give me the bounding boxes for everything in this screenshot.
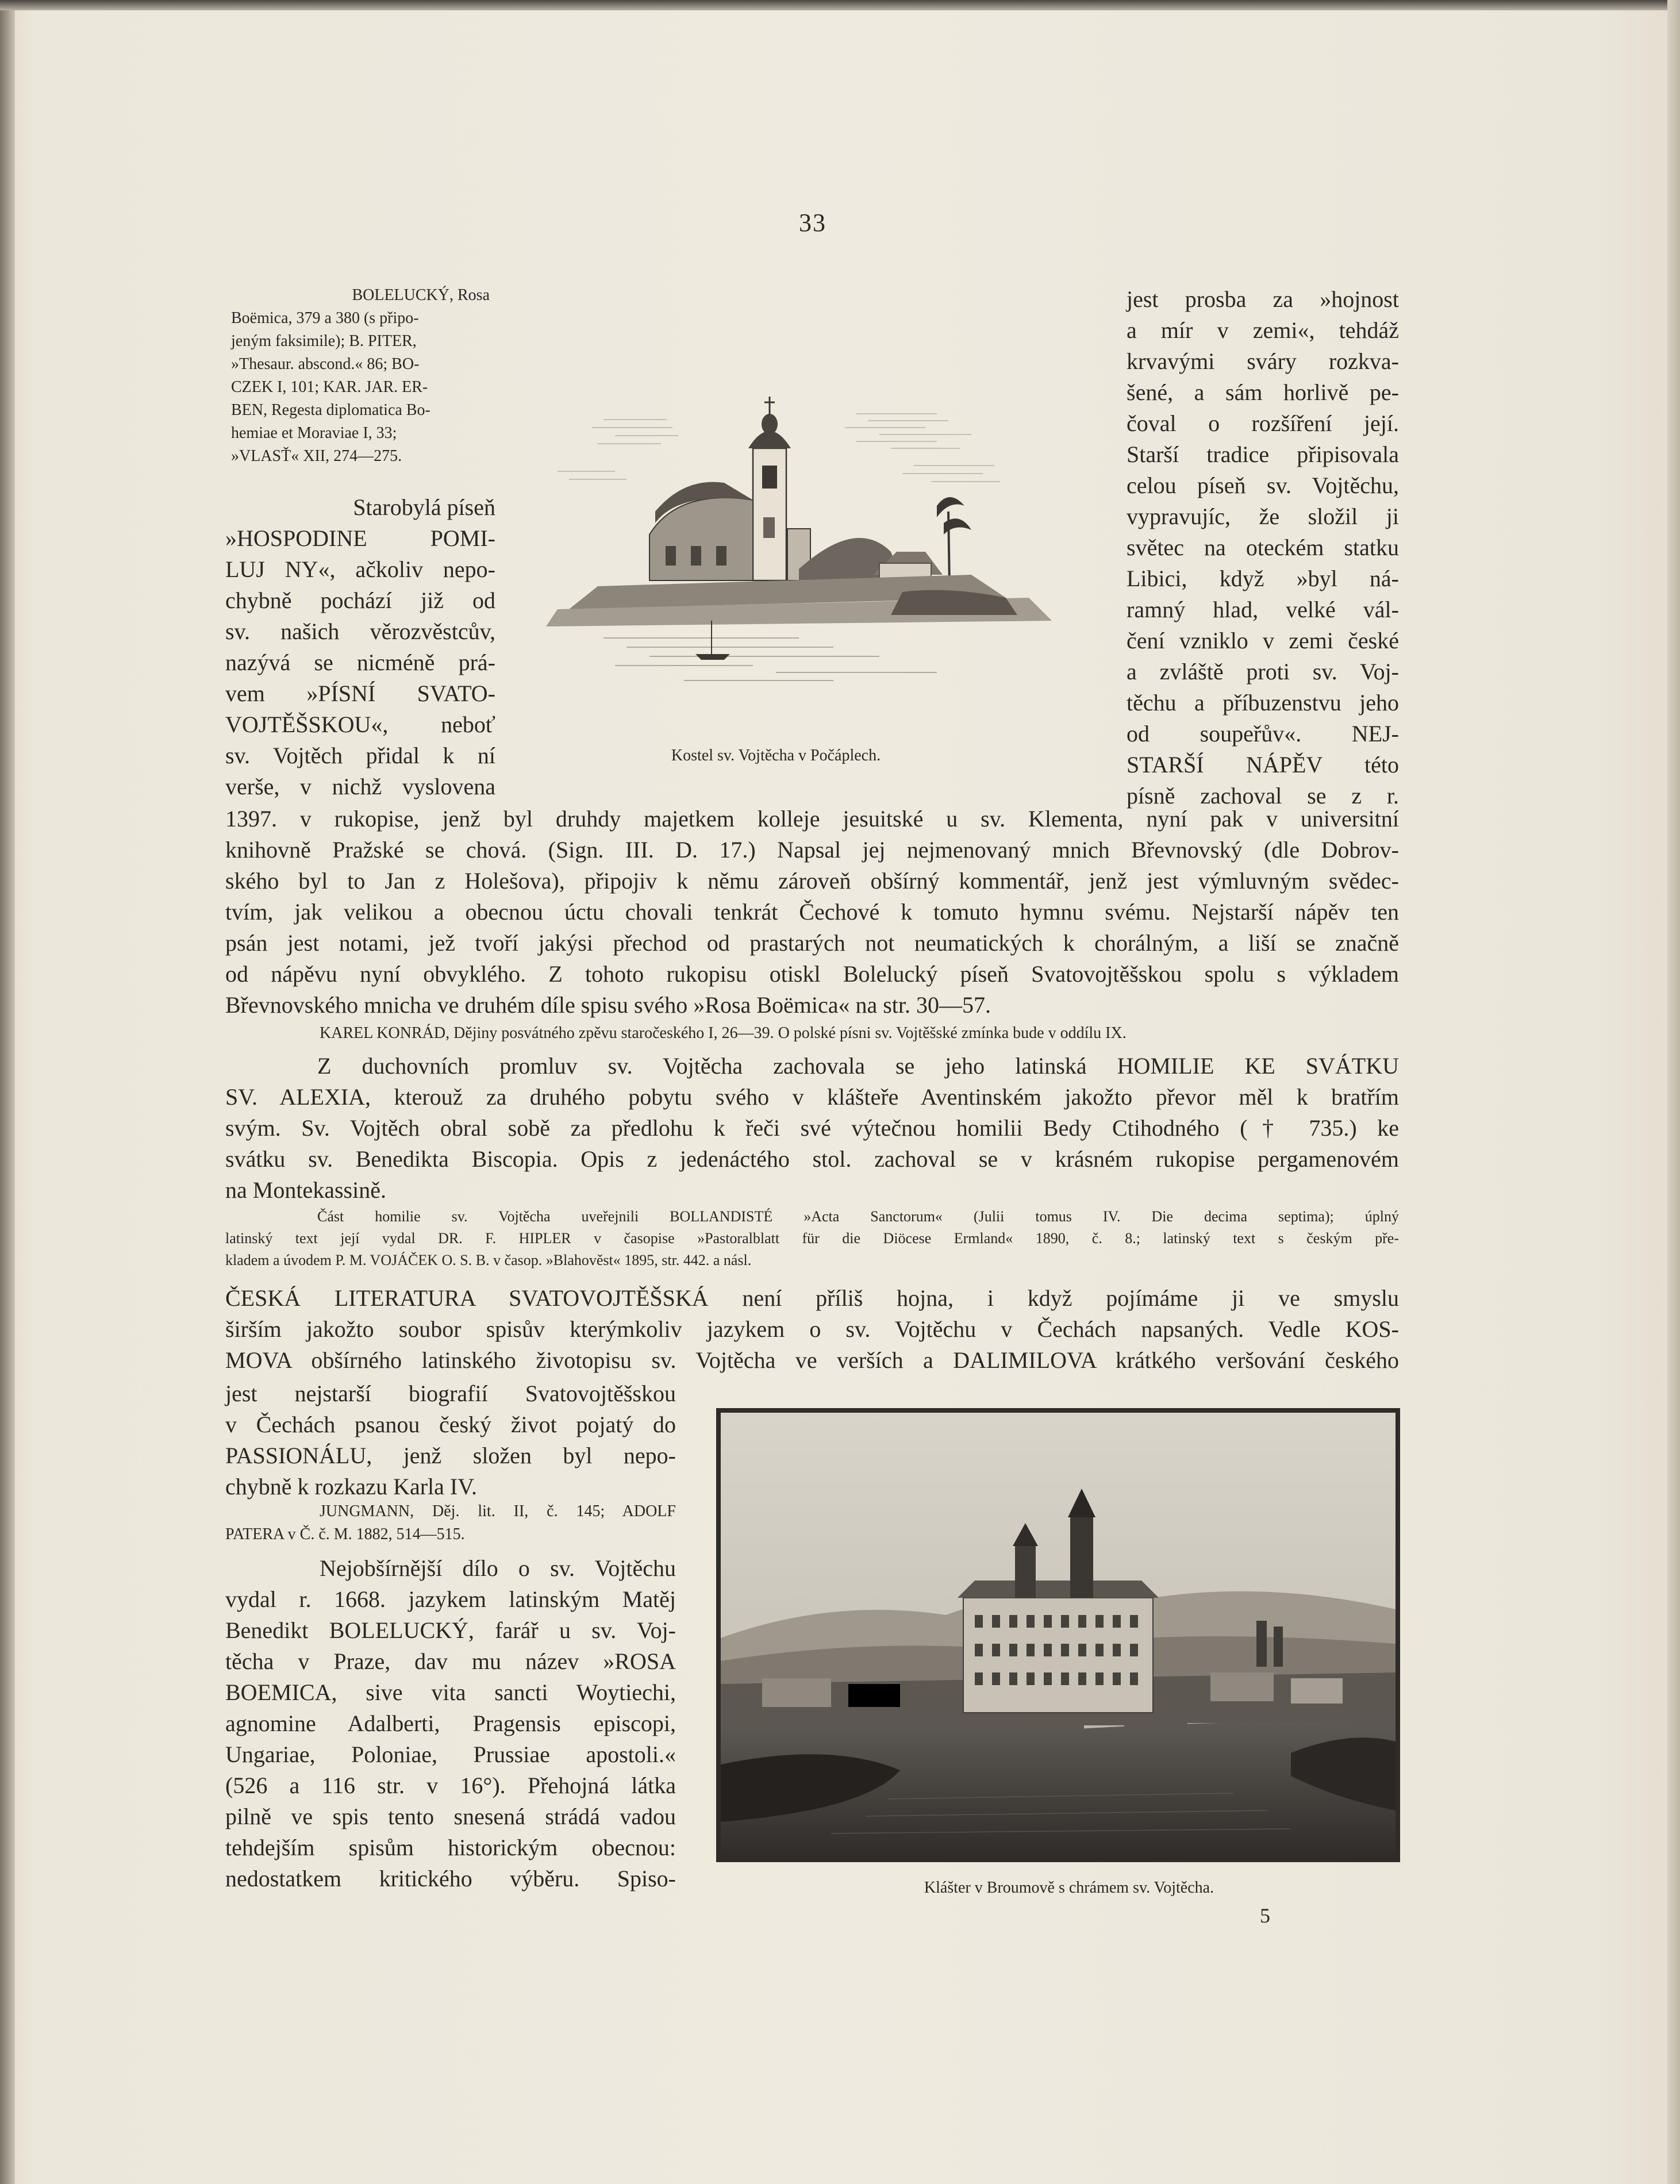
text-line: ramný hlad, velké vál-	[1127, 597, 1399, 622]
note-line: Část homilie sv. Vojtěcha uveřejnili BOLLANDISTÉ »Acta Sanctorum« (Julii tomus IV. Die decima septima); úplný	[317, 1208, 1399, 1225]
text-line: vem »PÍSNÍ SVATO-	[225, 680, 495, 706]
text-line: BOEMICA, sive vita sancti Woytiechi,	[225, 1679, 676, 1705]
text-line: Libici, když »byl ná-	[1127, 566, 1399, 591]
text-line: Břevnovského mnicha ve druhém díle spisu svého »Rosa Boëmica« na str. 30—57.	[225, 992, 991, 1018]
text-line: těchu a příbuzenstvu jeho	[1127, 690, 1399, 716]
text-line: MOVA obšírného latinského životopisu sv. Vojtěcha ve verších a DALIMILOVA krátkého veršování českého	[225, 1347, 1399, 1373]
left-column-bottom-refs	[225, 1500, 676, 1546]
figure1-caption: Kostel sv. Vojtěcha v Počáplech.	[671, 747, 881, 764]
note-line: kladem a úvodem P. M. VOJÁČEK O. S. B. v časop. »Blahověst« 1895, str. 442. a násl.	[225, 1252, 752, 1268]
ref-line: BEN, Regesta diplomatica Bo-	[231, 401, 430, 419]
text-line: verše, v nichž vyslovena	[225, 774, 495, 799]
ref-line: CZEK I, 101; KAR. JAR. ER-	[231, 378, 428, 396]
text-line: nedostatkem kritického výběru. Spiso-	[225, 1866, 676, 1891]
text-line: svým. Sv. Vojtěch obral sobě za předlohu k řeči své výtečnou homilii Bedy Ctihodného († 735.) ke	[225, 1115, 1399, 1141]
text-line: chybně pochází již od	[225, 587, 495, 613]
right-edge-shadow	[1667, 0, 1680, 2184]
text-line: Z duchovních promluv sv. Vojtěcha zachovala se jeho latinská HOMILIE KE SVÁTKU	[317, 1053, 1399, 1079]
ref-line: BOLELUCKÝ, Rosa	[352, 286, 490, 304]
ref-line: Boëmica, 379 a 380 (s připo-	[231, 309, 419, 327]
text-line: agnomine Adalberti, Pragensis episcopi,	[225, 1710, 676, 1736]
figure2-caption: Klášter v Broumově s chrámem sv. Vojtěcha.	[924, 1879, 1214, 1897]
text-line: vydal r. 1668. jazykem latinským Matěj	[225, 1586, 676, 1612]
paragraph-homilie	[225, 1051, 1399, 1206]
church-illustration	[535, 379, 1086, 701]
footnote-bollandiste	[225, 1206, 1399, 1271]
text-line: světec na oteckém statku	[1127, 535, 1399, 560]
text-line: čení vzniklo v zemi české	[1127, 628, 1399, 653]
left-column-bottom-text-b	[225, 1553, 676, 1894]
text-line: těcha v Praze, dav mu název »ROSA	[225, 1648, 676, 1674]
ref-line: hemiae et Moraviae I, 33;	[231, 424, 397, 442]
text-line: od nápěvu nyní obvyklého. Z tohoto rukopisu otiskl Bolelucký píseň Svatovojtěšskou spolu s výkladem	[225, 961, 1399, 987]
text-line: širším jakožto soubor spisův kterýmkoliv jazykem o sv. Vojtěchu v Čechách napsaných. Vedle KOS-	[225, 1316, 1399, 1342]
text-line: (526 a 116 str. v 16°). Přehojná látka	[225, 1772, 676, 1798]
ref-line: »VLASŤ« XII, 274—275.	[231, 447, 402, 465]
text-line: tvím, jak velikou a obecnou úctu chovali tenkrát Čechové k tomuto hymnu svému. Nejstarší nápěv ten	[225, 899, 1399, 925]
text-line: sv. Vojtěch přidal k ní	[225, 743, 495, 768]
text-line: STARŠÍ NÁPĚV této	[1127, 752, 1399, 778]
ref-line: JUNGMANN, Děj. lit. II, č. 145; ADOLF	[320, 1502, 676, 1520]
note-line: latinský text její vydal DR. F. HIPLER v časopise »Pastoralblatt für die Diöcese Ermland« 1890, č. 8.; latinský text s českým pře-	[225, 1230, 1399, 1247]
top-edge-shadow	[0, 0, 1680, 10]
text-line: LUJ NY«, ačkoliv nepo-	[225, 556, 495, 582]
text-line: sv. našich věrozvěstcův,	[225, 618, 495, 644]
text-line: vypravujíc, že složil ji	[1127, 503, 1399, 529]
text-line: v Čechách psanou český život pojatý do	[225, 1412, 676, 1437]
text-line: pilně ve spis tento snesená strádá vadou	[225, 1804, 676, 1829]
text-line: na Montekassině.	[225, 1177, 386, 1203]
book-spine-shadow	[0, 0, 15, 2184]
text-line: celou píseň sv. Vojtěchu,	[1127, 472, 1399, 498]
paragraph-1397	[225, 803, 1399, 1021]
text-line: čoval o rozšíření její.	[1127, 410, 1399, 436]
monastery-photograph	[716, 1408, 1400, 1862]
footnote-konrad: KAREL KONRÁD, Dějiny posvátného zpěvu staročeského I, 26—39. O polské písni sv. Vojtěšské zmínka bude v oddílu IX.	[320, 1024, 1127, 1042]
text-line: jest prosba za »hojnost	[1127, 286, 1399, 312]
text-line: knihovně Pražské se chová. (Sign. III. D. 17.) Napsal jej nejmenovaný mnich Břevnovský (dle Dobrov-	[225, 837, 1399, 863]
ref-line: PATERA v Č. č. M. 1882, 514—515.	[225, 1525, 465, 1543]
page-number: 33	[799, 209, 826, 237]
signature-mark: 5	[1260, 1904, 1270, 1927]
text-line: psán jest notami, jež tvoří jakýsi přechod od prastarých not neumatických k chorálným, a liší se značně	[225, 930, 1399, 956]
left-column-references	[231, 284, 501, 468]
text-line: 1397. v rukopise, jenž byl druhdy majetkem kolleje jesuitské u sv. Klementa, nyní pak v universitní	[225, 806, 1399, 832]
text-line: chybně k rozkazu Karla IV.	[225, 1474, 477, 1499]
text-line: Ungariae, Poloniae, Prussiae apostoli.«	[225, 1741, 676, 1767]
text-line: a zvláště proti sv. Voj-	[1127, 659, 1399, 685]
text-line: jest nejstarší biografií Svatovojtěšskou	[225, 1381, 676, 1406]
text-line: písně zachoval se z r.	[1127, 783, 1399, 809]
text-line: a mír v zemi«, tehdáž	[1127, 317, 1399, 343]
text-line: Starší tradice připisovala	[1127, 441, 1399, 467]
text-line: SV. ALEXIA, kterouž za druhého pobytu svého v klášteře Aventinském jakožto převor měl k bratřím	[225, 1084, 1399, 1110]
monastery-photo-drawing	[716, 1408, 1400, 1862]
text-line: od soupeřův«. NEJ-	[1127, 721, 1399, 747]
right-column-text	[1127, 284, 1399, 812]
text-line: Starobylá píseň	[353, 494, 495, 520]
church-drawing	[535, 379, 1086, 701]
text-line: šené, a sám horlivě pe-	[1127, 379, 1399, 405]
text-line: tehdejším spisům historickým obecnou:	[225, 1835, 676, 1860]
text-line: VOJTĚŠSKOU«, neboť	[225, 712, 495, 737]
paragraph-ceska-literatura	[225, 1283, 1399, 1376]
text-line: Benedikt BOLELUCKÝ, farář u sv. Voj-	[225, 1617, 676, 1643]
text-line: PASSIONÁLU, jenž složen byl nepo-	[225, 1443, 676, 1468]
left-column-text	[225, 492, 495, 802]
text-line: nazývá se nicméně prá-	[225, 649, 495, 675]
ref-line: jeným faksimile); B. PITER,	[231, 332, 417, 350]
text-line: Nejobšírnější dílo o sv. Vojtěchu	[320, 1555, 676, 1581]
text-line: ČESKÁ LITERATURA SVATOVOJTĚŠSKÁ není příliš hojna, i když pojímáme ji ve smyslu	[225, 1285, 1399, 1311]
left-column-bottom-text-a	[225, 1378, 676, 1502]
text-line: ského byl to Jan z Holešova), připojiv k němu zároveň obšírný kommentář, jenž jest výmluvným svědec-	[225, 868, 1399, 894]
text-line: svátku sv. Benedikta Biscopia. Opis z jedenáctého stol. zachoval se v krásném rukopise pergamenovém	[225, 1146, 1399, 1172]
text-line: krvavými sváry rozkva-	[1127, 348, 1399, 374]
ref-line: »Thesaur. abscond.« 86; BO-	[231, 355, 420, 373]
text-line: »HOSPODINE POMI-	[225, 525, 495, 551]
